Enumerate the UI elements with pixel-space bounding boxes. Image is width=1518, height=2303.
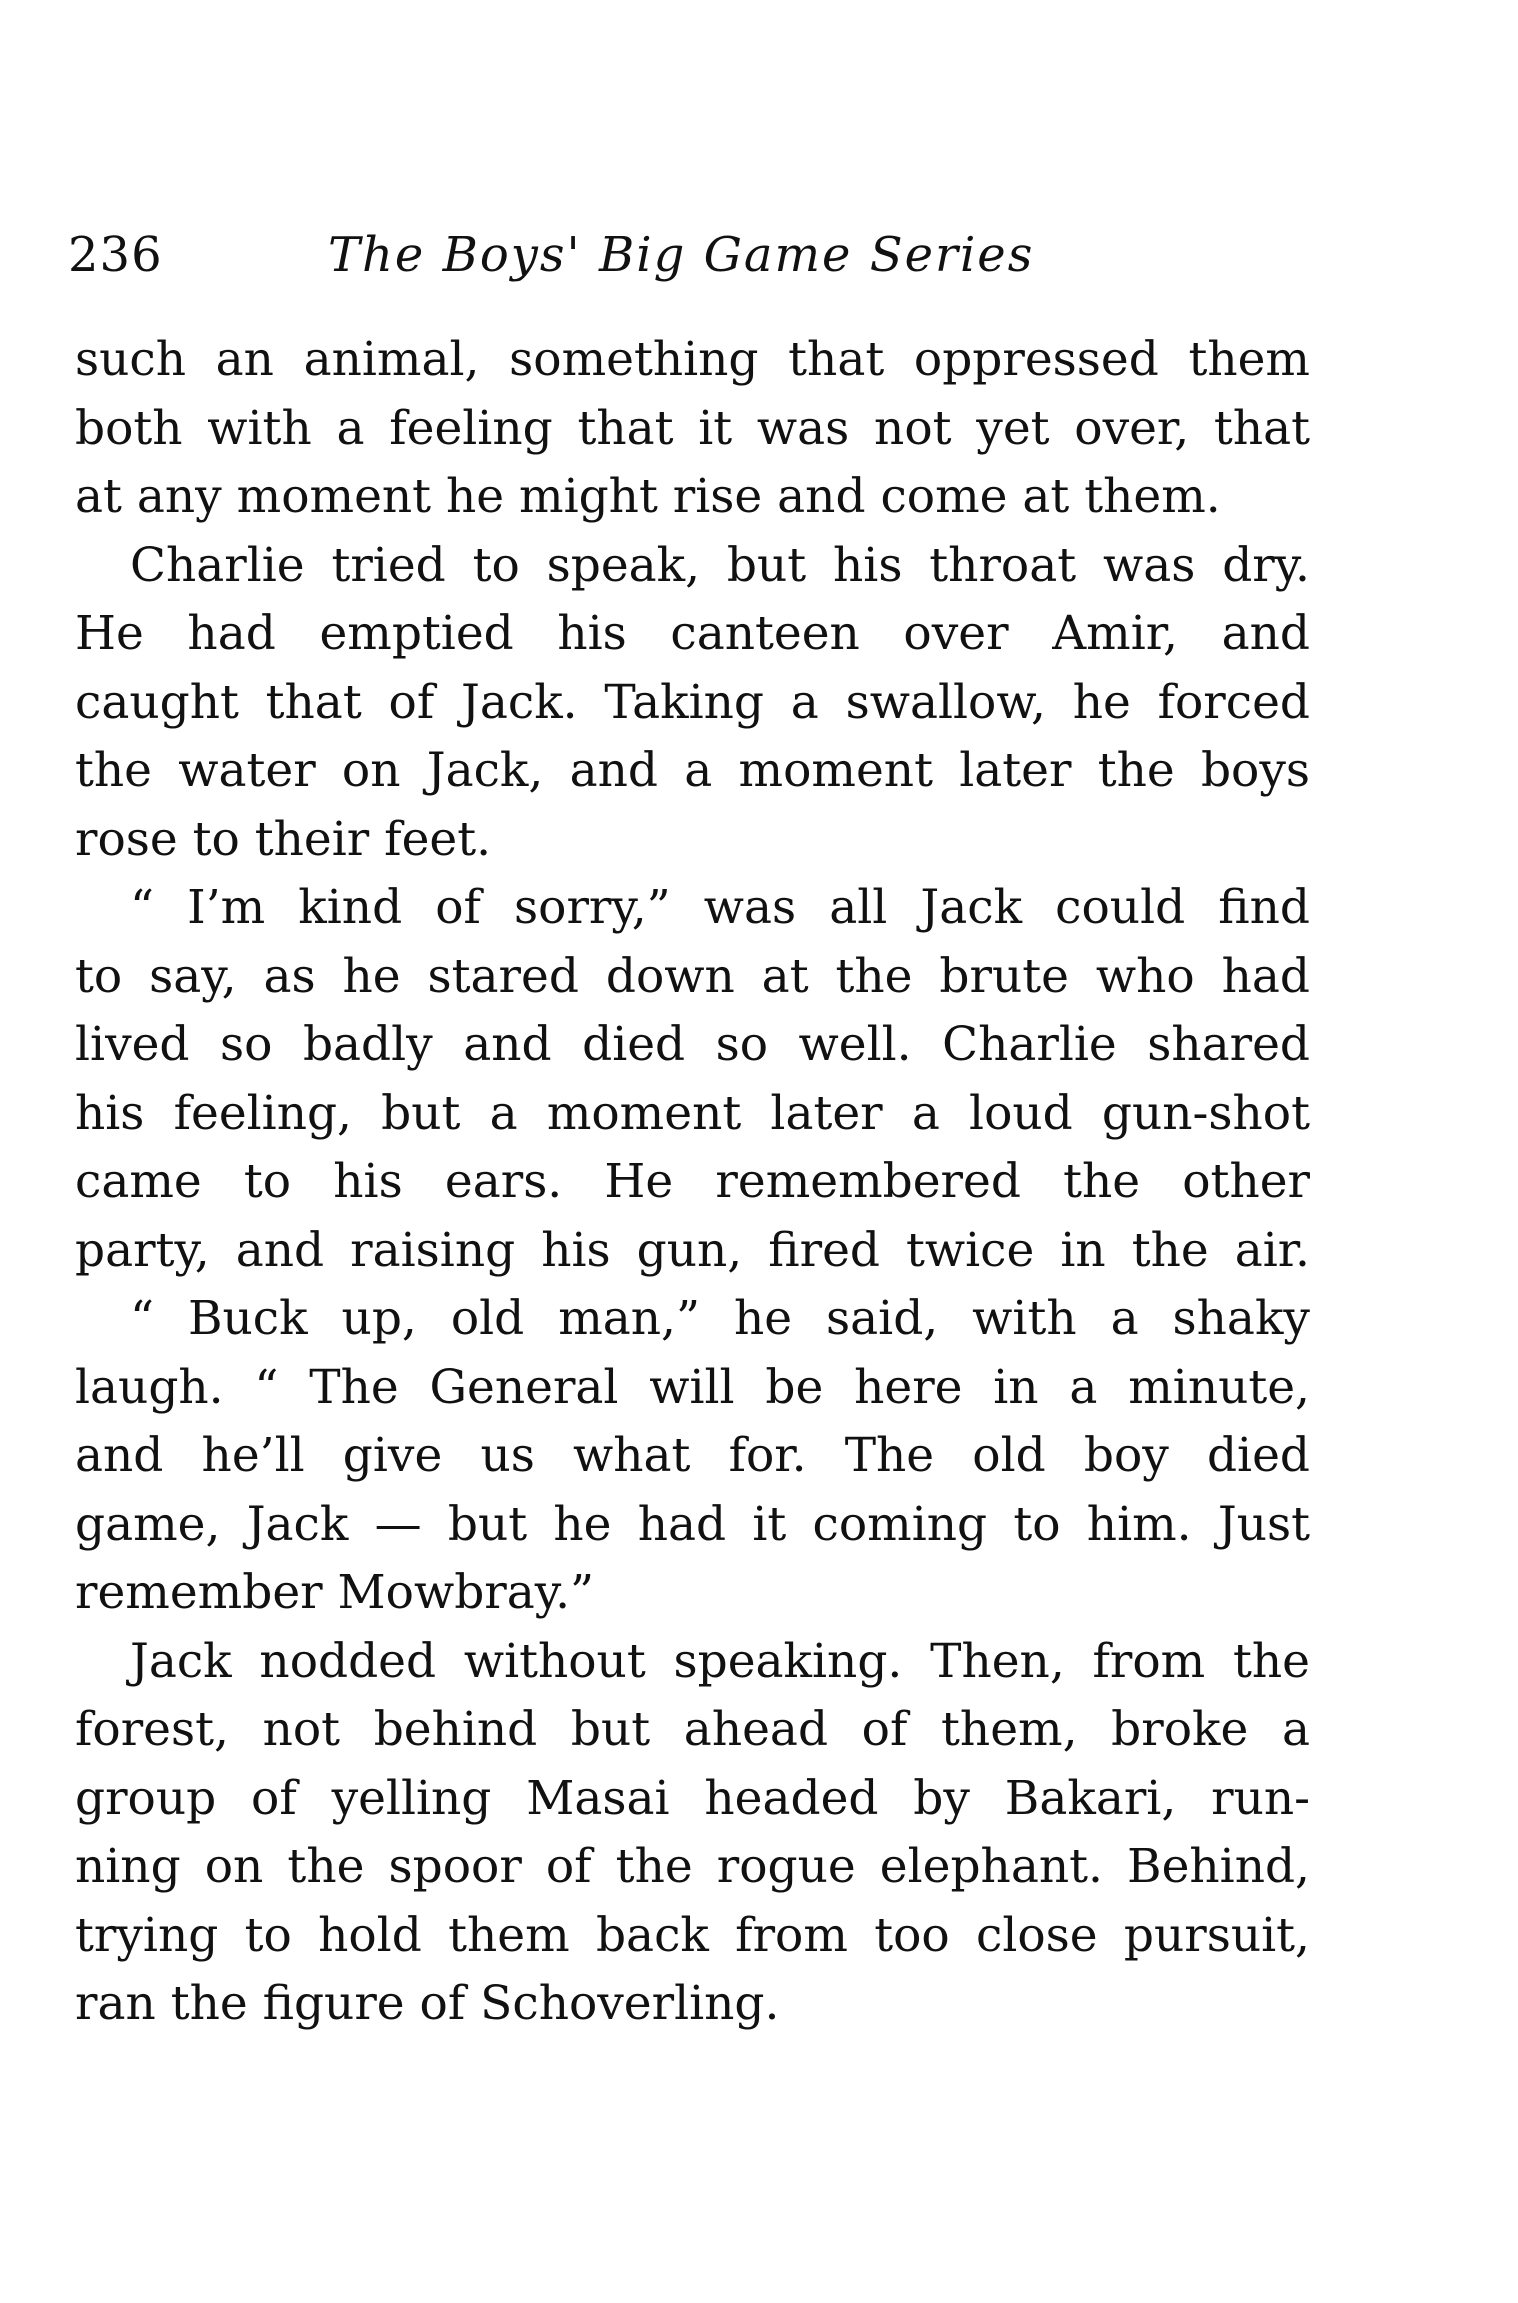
text-line: forest, not behind but ahead of them, broke a bbox=[75, 1702, 1310, 1757]
text-line: lived so badly and died so well. Charlie shared bbox=[75, 1017, 1310, 1072]
text-line: party, and raising his gun, fired twice in the air. bbox=[75, 1222, 1310, 1278]
text-line: came to his ears. He remembered the other bbox=[75, 1154, 1310, 1209]
text-line: “ Buck up, old man,” he said, with a shaky bbox=[130, 1291, 1310, 1346]
running-head bbox=[68, 220, 1034, 290]
text-line: ning on the spoor of the rogue elephant. Behind, bbox=[75, 1839, 1310, 1894]
text-line: group of yelling Masai headed by Bakari, run- bbox=[75, 1770, 1310, 1826]
text-line: “ I’m kind of sorry,” was all Jack could find bbox=[130, 880, 1310, 935]
text-line: the water on Jack, and a moment later the boys bbox=[75, 743, 1310, 798]
text-line: trying to hold them back from too close pursuit, bbox=[75, 1907, 1310, 1963]
text-line: and he’ll give us what for. The old boy died bbox=[75, 1428, 1310, 1483]
text-line: at any moment he might rise and come at them. bbox=[75, 469, 1221, 524]
body-text bbox=[75, 326, 1310, 2039]
running-title: The Boys' Big Game Series bbox=[328, 227, 1035, 283]
text-line: caught that of Jack. Taking a swallow, he forced bbox=[75, 674, 1310, 730]
text-line: both with a feeling that it was not yet over, that bbox=[75, 400, 1310, 456]
text-line: remember Mowbray.” bbox=[75, 1565, 595, 1620]
text-line: rose to their feet. bbox=[75, 811, 492, 867]
text-line: game, Jack — but he had it coming to him. Just bbox=[75, 1496, 1310, 1552]
text-line: Charlie tried to speak, but his throat was dry. bbox=[130, 537, 1310, 593]
text-line: He had emptied his canteen over Amir, and bbox=[75, 606, 1310, 661]
text-line: laugh. “ The General will be here in a minute, bbox=[75, 1359, 1310, 1415]
page-number: 236 bbox=[68, 227, 163, 283]
text-line: his feeling, but a moment later a loud gun-shot bbox=[75, 1085, 1310, 1141]
text-line: to say, as he stared down at the brute who had bbox=[75, 948, 1310, 1004]
text-line: Jack nodded without speaking. Then, from the bbox=[130, 1633, 1310, 1689]
text-line: ran the figure of Schoverling. bbox=[75, 1976, 780, 2031]
text-line: such an animal, something that oppressed them bbox=[75, 332, 1310, 387]
